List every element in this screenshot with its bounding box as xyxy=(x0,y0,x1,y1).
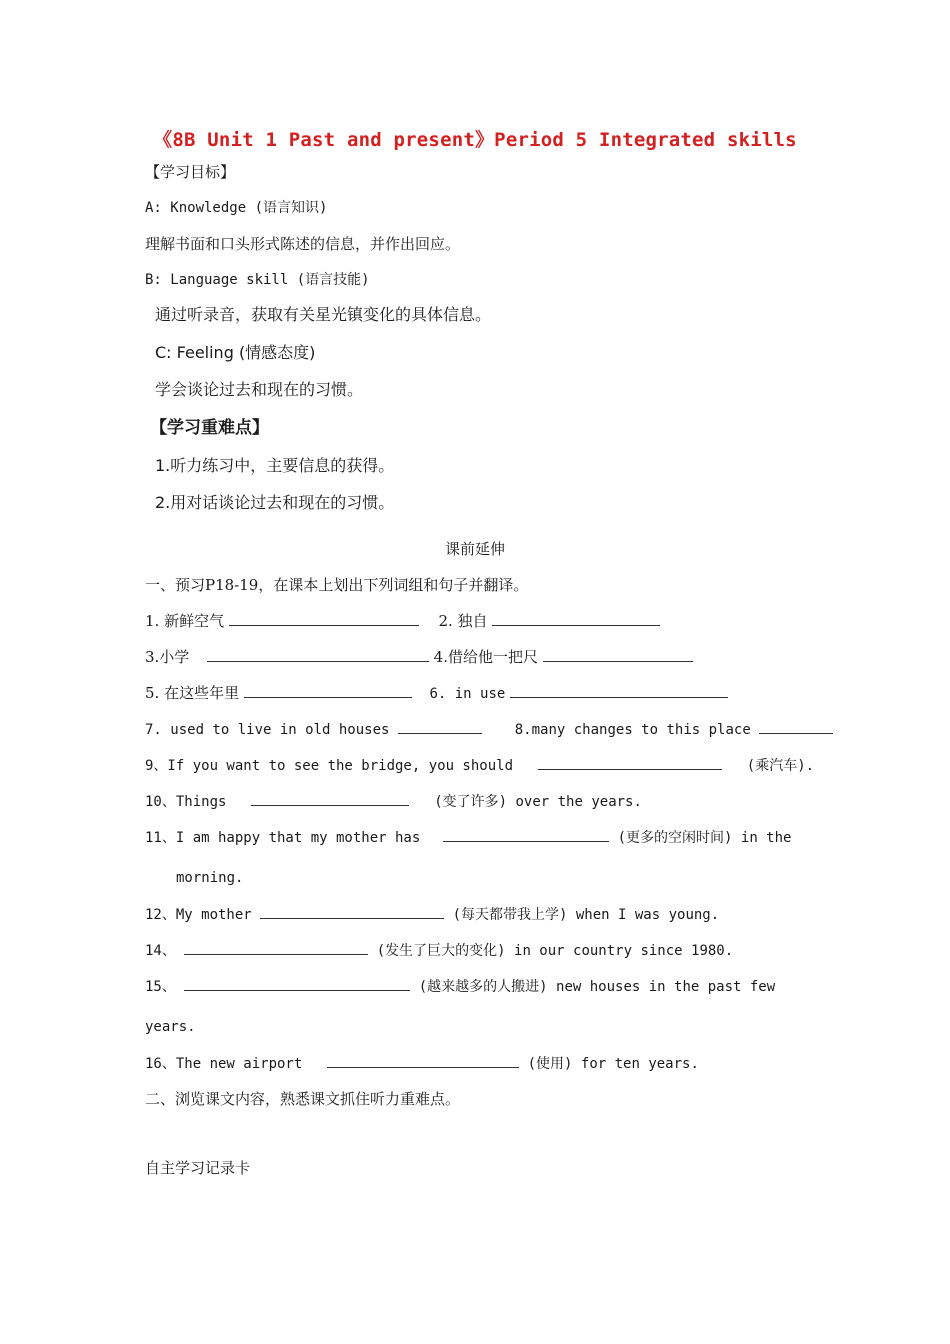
exercise-16-prompt: 16、The new airport xyxy=(145,1056,303,1072)
exercise-1-label: 1. 新鲜空气 xyxy=(145,612,225,630)
exercise-11-blank[interactable] xyxy=(443,827,609,842)
key-points-heading: 【学习重难点】 xyxy=(150,418,269,438)
exercise-16-blank[interactable] xyxy=(327,1053,519,1068)
exercise-8-label: 8.many changes to this place xyxy=(514,722,751,738)
objective-b: B: Language skill (语言技能) xyxy=(145,272,370,288)
preview-task-2: 二、浏览课文内容，熟悉课文抓住听力重难点。 xyxy=(145,1090,461,1108)
exercise-11-prompt: 11、I am happy that my mother has xyxy=(145,830,421,846)
exercise-12-prompt: 12、My mother xyxy=(145,907,252,923)
exercise-4-blank[interactable] xyxy=(543,647,693,662)
study-record-card-heading: 自主学习记录卡 xyxy=(145,1159,251,1177)
objective-c: C: Feeling (情感态度) xyxy=(155,343,316,362)
exercise-11-continuation: morning. xyxy=(176,870,244,886)
exercise-row-12 xyxy=(145,904,719,925)
exercise-15-blank[interactable] xyxy=(184,976,410,991)
exercise-11-hint: (更多的空闲时间) in the xyxy=(617,830,792,846)
exercise-7-label: 7. used to live in old houses xyxy=(145,722,390,738)
objective-a: A: Knowledge (语言知识) xyxy=(145,200,328,216)
exercise-row-10 xyxy=(145,791,642,812)
exercise-row-11 xyxy=(145,827,791,848)
exercise-2-label: 2. 独自 xyxy=(438,612,488,630)
exercise-row-2 xyxy=(145,647,693,667)
exercise-row-3 xyxy=(145,683,728,704)
exercise-14-hint: (发生了巨大的变化) in our country since 1980. xyxy=(376,943,734,959)
exercise-6-label: 6. in use xyxy=(429,686,506,702)
exercise-9-blank[interactable] xyxy=(538,755,722,770)
exercise-10-blank[interactable] xyxy=(251,791,409,806)
objectives-heading: 【学习目标】 xyxy=(145,163,236,181)
exercise-8-blank[interactable] xyxy=(759,719,833,734)
document-title: 《8B Unit 1 Past and present》Period 5 Integrated skills xyxy=(153,129,797,151)
exercise-14-blank[interactable] xyxy=(184,940,368,955)
exercise-9-hint: (乘汽车). xyxy=(746,758,815,774)
exercise-row-1 xyxy=(145,611,660,631)
exercise-1-blank[interactable] xyxy=(229,611,419,626)
exercise-10-prompt: 10、Things xyxy=(145,794,227,810)
preview-heading: 课前延伸 xyxy=(444,540,505,558)
exercise-5-blank[interactable] xyxy=(244,683,412,698)
objective-c-text: 学会谈论过去和现在的习惯。 xyxy=(155,380,364,399)
objective-a-text: 理解书面和口头形式陈述的信息，并作出回应。 xyxy=(145,235,461,253)
exercise-15-hint: (越来越多的人搬进) new houses in the past few xyxy=(418,979,776,995)
exercise-row-16 xyxy=(145,1053,699,1074)
exercise-12-hint: (每天都带我上学) when I was young. xyxy=(452,907,720,923)
exercise-3-label: 3.小学 xyxy=(145,648,190,666)
exercise-row-15 xyxy=(145,976,775,997)
exercise-row-9 xyxy=(145,755,814,776)
exercise-10-hint: (变了许多) over the years. xyxy=(434,794,642,810)
exercise-15-continuation: years. xyxy=(145,1019,196,1035)
exercise-5-label: 5. 在这些年里 xyxy=(145,684,240,702)
exercise-15-prompt: 15、 xyxy=(145,979,176,995)
exercise-row-4 xyxy=(145,719,833,740)
exercise-3-blank[interactable] xyxy=(207,647,429,662)
exercise-14-prompt: 14、 xyxy=(145,943,176,959)
exercise-12-blank[interactable] xyxy=(260,904,444,919)
exercise-row-14 xyxy=(145,940,733,961)
exercise-2-blank[interactable] xyxy=(492,611,660,626)
exercise-9-prompt: 9、If you want to see the bridge, you should xyxy=(145,758,514,774)
exercise-6-blank[interactable] xyxy=(510,683,728,698)
preview-task-1: 一、预习P18-19，在课本上划出下列词组和句子并翻译。 xyxy=(145,576,529,594)
key-point-2: 2.用对话谈论过去和现在的习惯。 xyxy=(155,493,395,512)
key-point-1: 1.听力练习中，主要信息的获得。 xyxy=(155,456,395,475)
exercise-16-hint: (使用) for ten years. xyxy=(527,1056,699,1072)
exercise-4-label: 4.借给他一把尺 xyxy=(433,648,538,666)
objective-b-text: 通过听录音，获取有关星光镇变化的具体信息。 xyxy=(155,305,492,324)
exercise-7-blank[interactable] xyxy=(398,719,482,734)
